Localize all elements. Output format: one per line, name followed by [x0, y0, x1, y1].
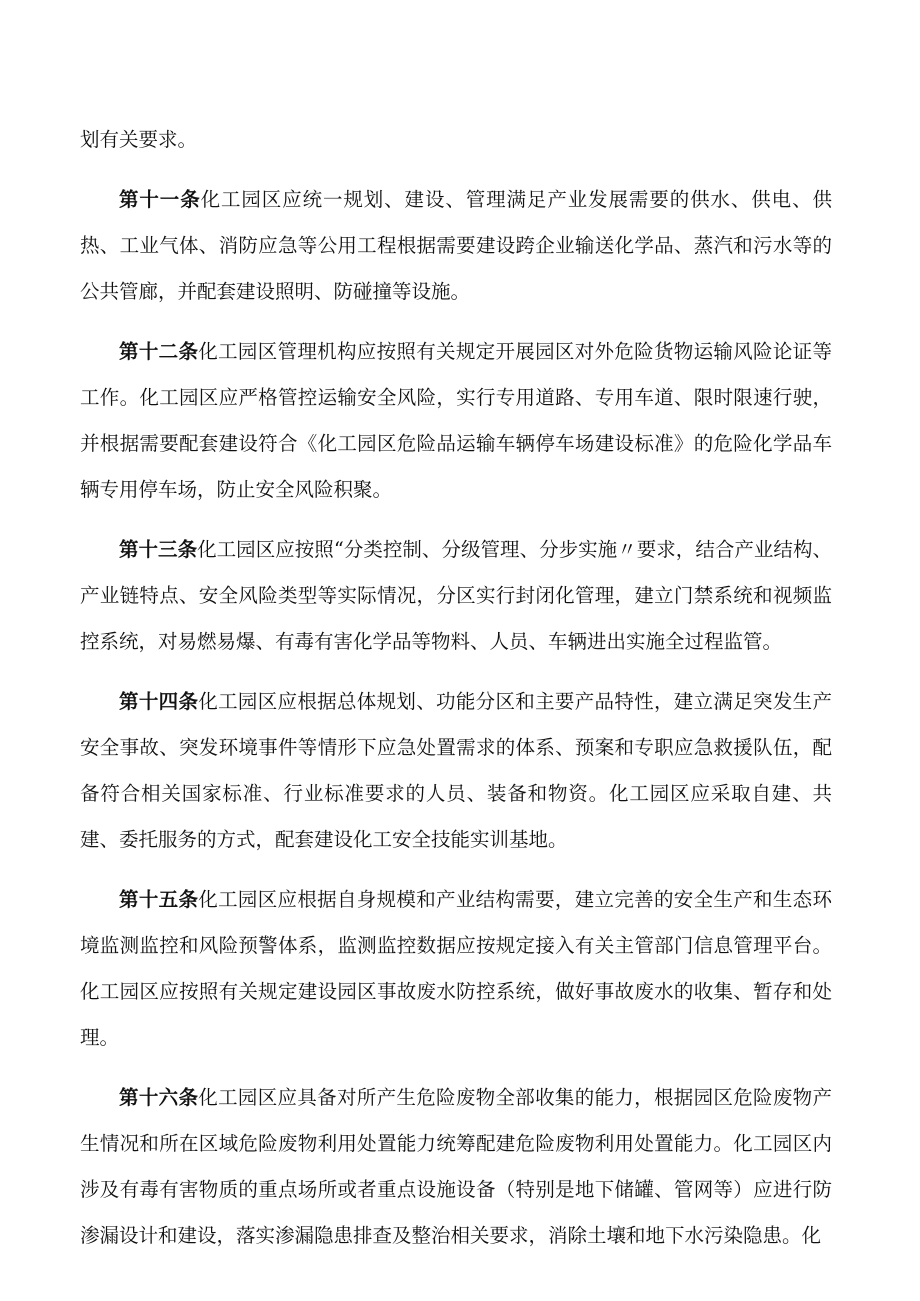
article-text: 化工园区应按照“分类控制、分级管理、分步实施〃要求，结合产业结构、产业链特点、安全风险类型等实际情况，分区实行封闭化管理，建立门禁系统和视频监控系统，对易燃易爆、有毒有害化学品等物料、人员、车辆进出实施全过程监管。: [80, 538, 832, 653]
article-text: 化工园区应统一规划、建设、管理满足产业发展需要的供水、供电、供热、工业气体、消防应急等公用工程根据需要建设跨企业输送化学品、蒸汽和污水等的公共管廊，并配套建设照明、防碰撞等设施。: [80, 188, 832, 303]
paragraph-text: 划有关要求。: [80, 128, 198, 151]
article-11: [80, 177, 832, 315]
article-15: [80, 877, 832, 1061]
document-body: [80, 117, 832, 1259]
article-16: [80, 1075, 832, 1259]
article-text: 化工园区管理机构应按照有关规定开展园区对外危险货物运输风险论证等工作。化工园区应严格管控运输安全风险，实行专用道路、专用车道、限时限速行驶，并根据需要配套建设符合《化工园区危险品运输车辆停车场建设标准》的危险化学品车辆专用停车场，防止安全风险积聚。: [80, 340, 832, 501]
article-text: 化工园区应根据自身规模和产业结构需要，建立完善的安全生产和生态环境监测监控和风险预警体系，监测监控数据应按规定接入有关主管部门信息管理平台。化工园区应按照有关规定建设园区事故废水防控系统，做好事故废水的收集、暂存和处理。: [80, 888, 832, 1049]
article-heading: 第十四条: [119, 690, 199, 713]
article-text: 化工园区应具备对所产生危险废物全部收集的能力，根据园区危险废物产生情况和所在区域危险废物利用处置能力统筹配建危险废物利用处置能力。化工园区内涉及有毒有害物质的重点场所或者重点设施设备（特别是地下储罐、管网等）应进行防渗漏设计和建设，落实渗漏隐患排查及整治相关要求，消除土壤和地下水污染隐患。化: [80, 1086, 832, 1247]
article-heading: 第十三条: [119, 538, 198, 561]
article-14: [80, 679, 832, 863]
article-12: [80, 329, 832, 513]
article-heading: 第十二条: [119, 340, 199, 363]
article-text: 化工园区应根据总体规划、功能分区和主要产品特性，建立满足突发生产安全事故、突发环境事件等情形下应急处置需求的体系、预案和专职应急救援队伍，配备符合相关国家标准、行业标准要求的人员、装备和物资。化工园区应采取自建、共建、委托服务的方式，配套建设化工安全技能实训基地。: [80, 690, 832, 851]
article-heading: 第十五条: [119, 888, 199, 911]
article-heading: 第十六条: [119, 1086, 199, 1109]
article-13: [80, 527, 832, 665]
article-heading: 第十一条: [119, 188, 201, 211]
paragraph-continuation: [80, 117, 832, 163]
